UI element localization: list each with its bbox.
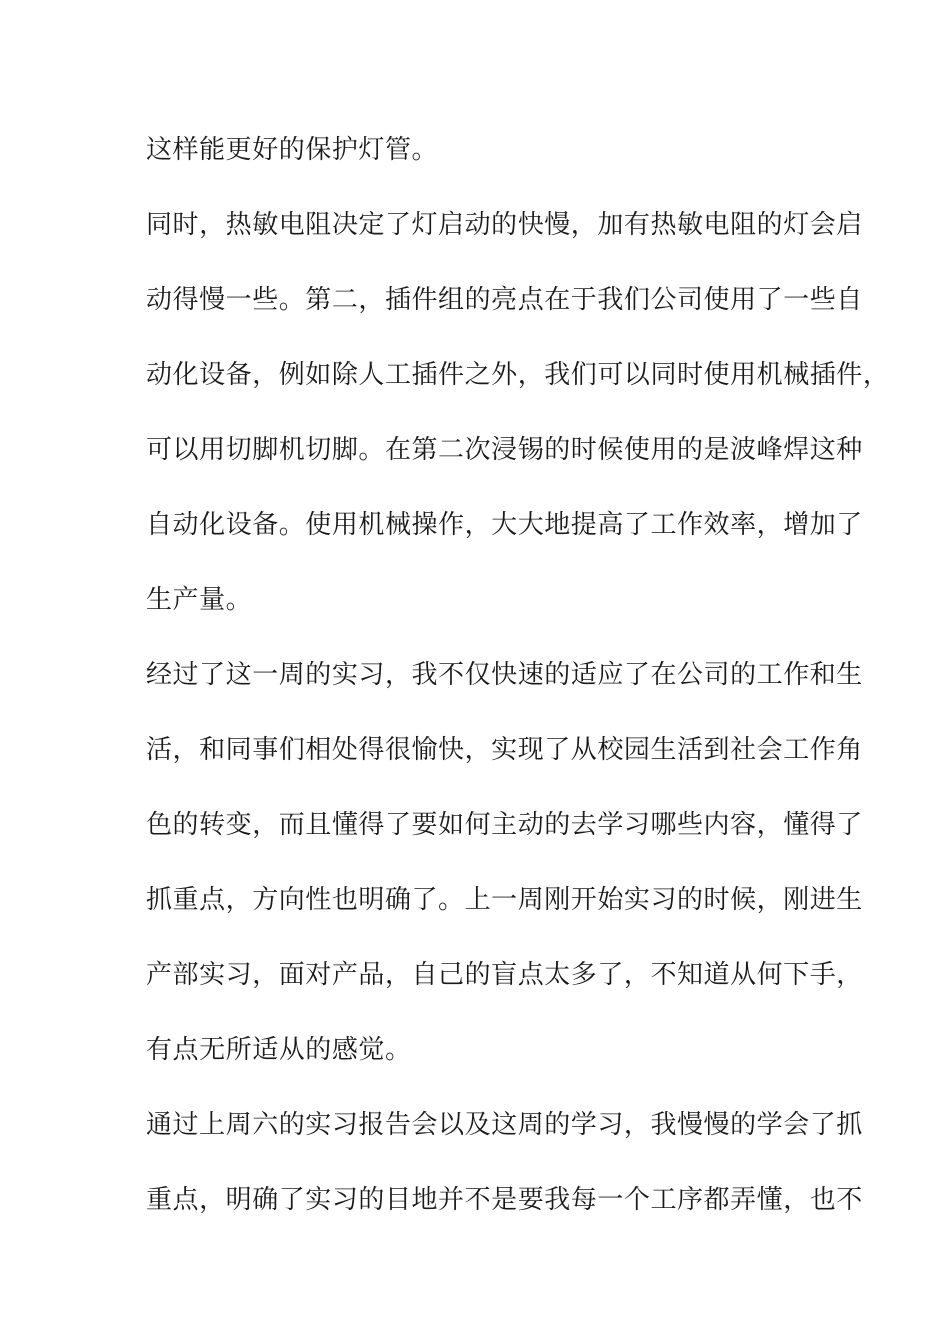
text-line: 经过了这一周的实习，我不仅快速的适应了在公司的工作和生 xyxy=(146,660,863,690)
text-line: 色的转变，而且懂得了要如何主动的去学习哪些内容，懂得了 xyxy=(146,810,863,840)
text-line: 通过上周六的实习报告会以及这周的学习，我慢慢的学会了抓 xyxy=(146,1110,863,1140)
text-line: 可以用切脚机切脚。在第二次浸锡的时候使用的是波峰焊这种 xyxy=(146,435,863,465)
text-line: 这样能更好的保护灯管。 xyxy=(146,135,439,165)
text-line: 动得慢一些。第二，插件组的亮点在于我们公司使用了一些自 xyxy=(146,285,863,315)
text-line: 产部实习，面对产品，自己的盲点太多了，不知道从何下手， xyxy=(146,960,863,990)
text-line: 抓重点，方向性也明确了。上一周刚开始实习的时候，刚进生 xyxy=(146,885,863,915)
text-line: 同时，热敏电阻决定了灯启动的快慢，加有热敏电阻的灯会启 xyxy=(146,210,863,240)
text-line: 自动化设备。使用机械操作，大大地提高了工作效率，增加了 xyxy=(146,510,863,540)
text-line: 有点无所适从的感觉。 xyxy=(146,1035,412,1065)
text-line: 动化设备，例如除人工插件之外，我们可以同时使用机械插件， xyxy=(146,360,890,390)
text-line: 活，和同事们相处得很愉快，实现了从校园生活到社会工作角 xyxy=(146,735,863,765)
text-line: 生产量。 xyxy=(146,585,253,615)
text-line: 重点，明确了实习的目地并不是要我每一个工序都弄懂，也不 xyxy=(146,1185,863,1215)
